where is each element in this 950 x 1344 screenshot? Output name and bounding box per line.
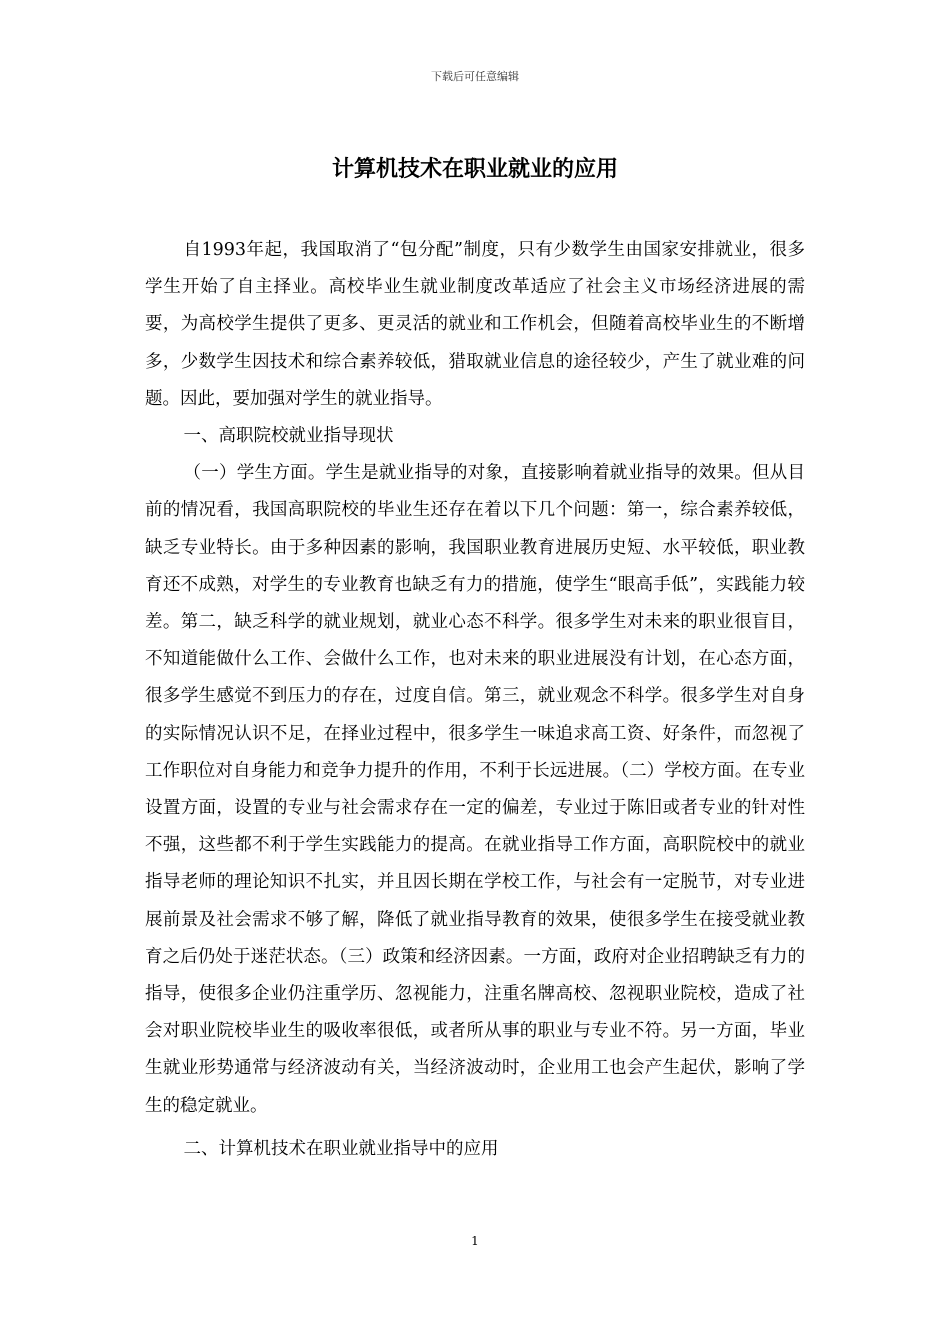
document-title: 计算机技术在职业就业的应用 (331, 157, 618, 182)
header-note: 下载后可任意编辑 (431, 70, 519, 83)
document-body (145, 232, 805, 1168)
section-heading-2: 二、计算机技术在职业就业指导中的应用 (183, 1138, 499, 1159)
paragraph-status: （一）学生方面。学生是就业指导的对象，直接影响着就业指导的效果。但从目前的情况看，我国高职院校的毕业生还存在着以下几个问题：第一，综合素养较低，缺乏专业特长。由于多种因素的影响，我国职业教育进展历史短、水平较低，职业教育还不成熟，对学生的专业教育也缺乏有力的措施，使学生“眼高手低”，实践能力较差。第二，缺乏科学的就业规划，就业心态不科学。很多学生对未来的职业很盲目，不知道能做什么工作、会做什么工作，也对未来的职业进展没有计划，在心态方面，很多学生感觉不到压力的存在，过度自信。第三，就业观念不科学。很多学生对自身的实际情况认识不足，在择业过程中，很多学生一味追求高工资、好条件，而忽视了工作职位对自身能力和竞争力提升的作用，不利于长远进展。（二）学校方面。在专业设置方面，设置的专业与社会需求存在一定的偏差，专业过于陈旧或者专业的针对性不强，这些都不利于学生实践能力的提高。在就业指导工作方面，高职院校中的就业指导老师的理论知识不扎实，并且因长期在学校工作，与社会有一定脱节，对专业进展前景及社会需求不够了解，降低了就业指导教育的效果，使很多学生在接受就业教育之后仍处于迷茫状态。（三）政策和经济因素。一方面，政府对企业招聘缺乏有力的指导，使很多企业仍注重学历、忽视能力，注重名牌高校、忽视职业院校，造成了社会对职业院校毕业生的吸收率很低，或者所从事的职业与专业不符。另一方面，毕业生就业形势通常与经济波动有关，当经济波动时，企业用工也会产生起伏，影响了学生的稳定就业。 (145, 463, 805, 1116)
section-heading-1: 一、高职院校就业指导现状 (183, 426, 394, 447)
page-number: 1 (471, 1234, 479, 1248)
paragraph-intro: 自1993年起，我国取消了“包分配”制度，只有少数学生由国家安排就业，很多学生开始了自主择业。高校毕业生就业制度改革适应了社会主义市场经济进展的需要，为高校学生提供了更多、更灵活的就业和工作机会，但随着高校毕业生的不断增多，少数学生因技术和综合素养较低，猎取就业信息的途径较少，产生了就业难的问题。因此，要加强对学生的就业指导。 (145, 240, 805, 409)
